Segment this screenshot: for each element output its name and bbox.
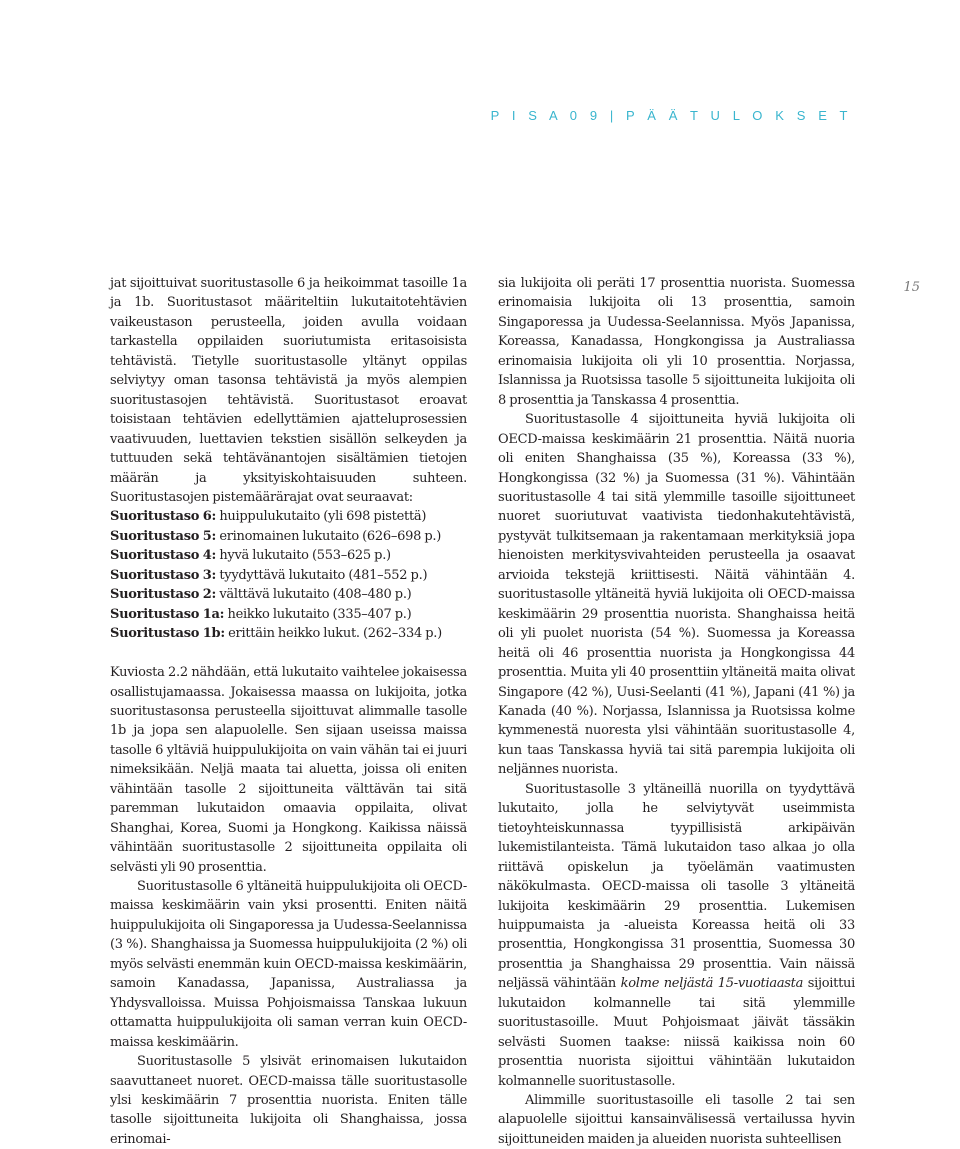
level-desc: erittäin heikko lukut. (262–334 p.) — [224, 626, 442, 642]
level-label: Suoritustaso 2: — [110, 587, 217, 603]
text-run: sijoittui lukutaidon kolmannelle tai sitä ylemmille suoritustasoille. Muut Pohjoismaat jäivät tässäkin selvästi Suomen taakse: niissä kaikissa noin 60 prosenttia nuorista sijoittui vähintään lukutaidon kolmannelle suoritustasolle. — [498, 976, 855, 1089]
spacer — [110, 644, 467, 663]
paragraph — [498, 780, 855, 1091]
left-column — [110, 274, 467, 1149]
level-label: Suoritustaso 5: — [110, 528, 217, 544]
page-number: 15 — [903, 280, 920, 295]
right-column — [498, 274, 855, 1149]
paragraph: Suoritustasolle 6 yltäneitä huippulukijoita oli OECD-maissa keskimäärin vain yksi prosentti. Eniten näitä huippulukijoita oli Singaporessa ja Uudessa-Seelannissa (3 %). Shanghaissa ja Suomessa huippulukijoita (2 %) oli myös selvästi enemmän kuin OECD-maissa keskimäärin, samoin Kanadassa, Japanissa, Australiassa ja Yhdysvalloissa. Muissa Pohjoismaissa Tanskaa lukuun ottamatta huippulukijoita oli saman verran kuin OECD-maissa keskimäärin. — [110, 879, 467, 1050]
paragraph: jat sijoittuivat suoritustasolle 6 ja heikoimmat tasoille 1a ja 1b. Suoritustasot määriteltiin lukutaitotehtävien vaikeustason perusteella, joiden avulla voidaan tarkastella oppilaiden suoriutumista eritasoisista tehtävistä. Tietylle suoritustasolle yltänyt oppilas selviytyy oman tasonsa tehtävistä ja myös alempien suoritustasojen tehtävistä. Suoritustasot eroavat toisistaan tehtävien edellyttämien ajatteluprosessien vaativuuden, luettavien tekstien sisällön selkeyden ja tuttuuden sekä tehtävänantojen sisältämien tietojen määrän ja yksityiskohtaisuuden suhteen. Suoritustasojen pistemäärärajat ovat seuraavat: — [110, 276, 467, 505]
paragraph: Suoritustasolle 4 sijoittuneita hyviä lukijoita oli OECD-maissa keskimäärin 21 prosenttia. Näitä nuoria oli eniten Shanghaissa (35 %), Koreassa (33 %), Hongkongissa (32 %) ja Suomessa (31 %). Vähintään suoritustasolle 4 tai sitä ylemmille tasoille sijoittuneet nuoret suoriutuvat vaativista tiedonhakutehtävistä, pystyvät tulkitsemaan ja rakentamaan merkityksiä jopa hienoisten merkitysvivahteiden perusteella ja osaavat arvioida tekstejä kriittisesti. Näitä vähintään 4. suoritustasolle yltäneitä hyviä lukijoita oli OECD-maissa keskimäärin 29 prosenttia nuorista. Shanghaissa heitä oli yli puolet nuorista (54 %). Suomessa ja Koreassa heitä oli 46 prosenttia nuorista ja Hongkongissa 44 prosenttia. Muita yli 40 prosenttiin yltäneitä maita olivat Singapore (42 %), Uusi-Seelanti (41 %), Japani (41 %) ja Kanada (40 %). Norjassa, Islannissa ja Ruotsissa kolme kymmenestä nuoresta ylsi vähintään suoritustasolle 4, kun taas Tanskassa hyviä tai sitä parempia lukijoita oli neljännes nuorista. — [498, 412, 855, 778]
level-label: Suoritustaso 4: — [110, 548, 217, 564]
level-item — [110, 624, 467, 643]
emphasis-text: kolme neljästä 15-vuotiaasta — [620, 976, 804, 992]
level-desc: hyvä lukutaito (553–625 p.) — [216, 548, 391, 564]
text-run: Suoritustasolle 3 yltäneillä nuorilla on tyydyttävä lukutaito, jolla he selviytyvät useimmista tietoyhteiskunnassa tyypillisistä arkipäivän lukemistilanteista. Tämä lukutaidon taso alkaa jo olla riittävä opiskelun ja työelämän vaatimusten näkökulmasta. OECD-maissa oli tasolle 3 yltäneitä lukijoita keskimäärin 29 prosenttia. Lukemisen huippumaista ja -alueista Koreassa heitä oli 33 prosenttia, Hongkongissa 31 prosenttia, Suomessa 30 prosenttia ja Shanghaissa 29 prosenttia. Vain näissä neljässä vähintään — [498, 781, 855, 992]
level-label: Suoritustaso 1b: — [110, 626, 225, 642]
level-item — [110, 527, 467, 546]
level-desc: välttävä lukutaito (408–480 p.) — [216, 587, 412, 603]
level-desc: erinomainen lukutaito (626–698 p.) — [216, 528, 442, 544]
level-item — [110, 585, 467, 604]
paragraph: Kuviosta 2.2 nähdään, että lukutaito vaihtelee jokaisessa osallistujamaassa. Jokaisessa maassa on lukijoita, jotka suoritustasonsa perusteella sijoittuvat alimmalle tasolle 1b ja jopa sen alapuolelle. Sen sijaan useissa maissa tasolle 6 yltäviä huippulukijoita on vain vähän tai ei juuri nimeksikään. Neljä maata tai aluetta, joissa oli eniten vähintään tasolle 2 sijoittuneita välttävän tai sitä paremman lukutaidon omaavia oppilaita, olivat Shanghai, Korea, Suomi ja Hongkong. Kaikissa näissä vähintään suoritustasolle 2 sijoittuneita oppilaita oli selvästi yli 90 prosenttia. — [110, 665, 467, 875]
level-desc: heikko lukutaito (335–407 p.) — [224, 606, 412, 622]
paragraph: Suoritustasolle 5 ylsivät erinomaisen lukutaidon saavuttaneet nuoret. OECD-maissa tälle suoritustasolle ylsi keskimäärin 7 prosenttia nuorista. Eniten tälle tasolle sijoittuneita lukijoita oli Shanghaissa, jossa erinomai- — [110, 1054, 467, 1147]
paragraph: sia lukijoita oli peräti 17 prosenttia nuorista. Suomessa erinomaisia lukijoita oli 13 prosenttia, samoin Singaporessa ja Uudessa-Seelannissa. Myös Japanissa, Koreassa, Kanadassa, Hongkongissa ja Australiassa erinomaisia lukijoita oli yli 10 prosenttia. Norjassa, Islannissa ja Ruotsissa tasolle 5 sijoittuneita lukijoita oli 8 prosenttia ja Tanskassa 4 prosenttia. — [498, 276, 855, 408]
level-label: Suoritustaso 3: — [110, 567, 217, 583]
level-item — [110, 605, 467, 624]
level-item — [110, 566, 467, 585]
paragraph: Alimmille suoritustasoille eli tasolle 2 tai sen alapuolelle sijoittui kansainvälisessä vertailussa hyvin sijoittuneiden maiden ja alueiden nuorista suhteellisen — [498, 1093, 855, 1147]
level-item — [110, 507, 467, 526]
level-desc: huippulukutaito (yli 698 pistettä) — [216, 509, 427, 525]
level-desc: tyydyttävä lukutaito (481–552 p.) — [216, 567, 428, 583]
running-header: P I S A 0 9 | P Ä Ä T U L O K S E T — [490, 108, 852, 123]
level-label: Suoritustaso 6: — [110, 509, 217, 525]
level-item — [110, 546, 467, 565]
level-label: Suoritustaso 1a: — [110, 606, 225, 622]
